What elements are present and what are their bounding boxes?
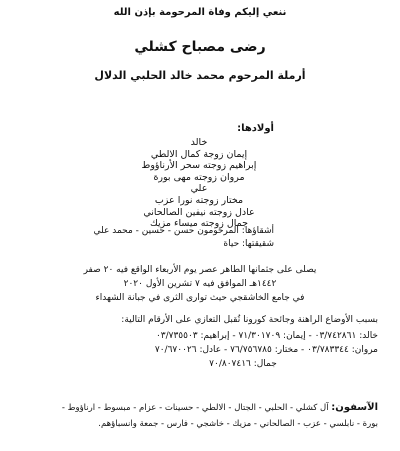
widow-of-line: أرملة المرحوم محمد خالد الحلبي الدلال [94,69,306,82]
contact-row: خالد: ٠٣/٧٤٢٨٦١ - إيمان: ٧١/٣٠١٧٠٩ - إبراهيم: ٠٣/٧٣٥٥٠٣ [155,331,378,341]
sister-line: شقيقتها: حياة [223,239,274,249]
prayer-line-2: ١٤٤٢هـ الموافق فيه ٧ تشرين الأول ٢٠٢٠ [123,279,277,289]
condolence-note: بسبب الأوضاع الراهنة وجائحة كورونا تُقبل التعازي على الأرقام التالية: [121,315,378,325]
child-item: جمال زوجته ميساء مزيك [149,218,248,230]
child-item: مروان زوجته مهى بورة [153,171,245,183]
contacts-block [18,329,378,371]
child-item: خالد [190,137,208,148]
children-label: أولادها: [237,123,274,134]
announcement-line: ننعي إليكم وفاة المرحومة بإذن الله [113,7,287,18]
child-item: إيمان زوجة كمال الالطي [150,148,248,160]
mourners-line-1: آل كشلي - الحلبي - الجتال - الالطي - حسينات - عزام - مبسوط - ارناؤوط - [61,403,329,413]
child-item: مختار زوجته نورا عزب [154,194,244,206]
deceased-name: رضى مصباح كشلي [134,39,266,55]
prayer-line-3: في جامع الخاشقجي حيث توارى الثرى في جبانة الشهداء [95,293,305,303]
mourners-block [18,400,378,432]
mourners-label: الآسفون: [331,402,378,413]
prayer-line-1: يصلى على جثمانها الطاهر عصر يوم الأربعاء الواقع فيه ٢٠ صفر [83,265,317,275]
child-item: علي [190,183,208,195]
child-item: عادل زوجته نيفين الصالحاني [143,206,255,218]
children-list [124,123,274,230]
brothers-line: أشقاؤها: المرحومون حسن - حسين - محمد علي [93,226,274,236]
contact-row: مروان: ٠٣/٧٨٣٣٤٤ - مختار: ٧٦/٧٥٦٧٨٥ - عادل: ٧٠/٦٧٠٠٢٦ [154,345,378,355]
child-item: إبراهيم زوجته سحر الأرناؤوط [141,160,257,172]
contact-row: جمال: ٧٠/٨٠٧٤١٦ [209,359,277,369]
mourners-line-2: بورة - نابلسي - عزب - الصالحاني - مزيك - خاشجي - فارس - جمعة وانسباؤهم. [98,419,378,429]
